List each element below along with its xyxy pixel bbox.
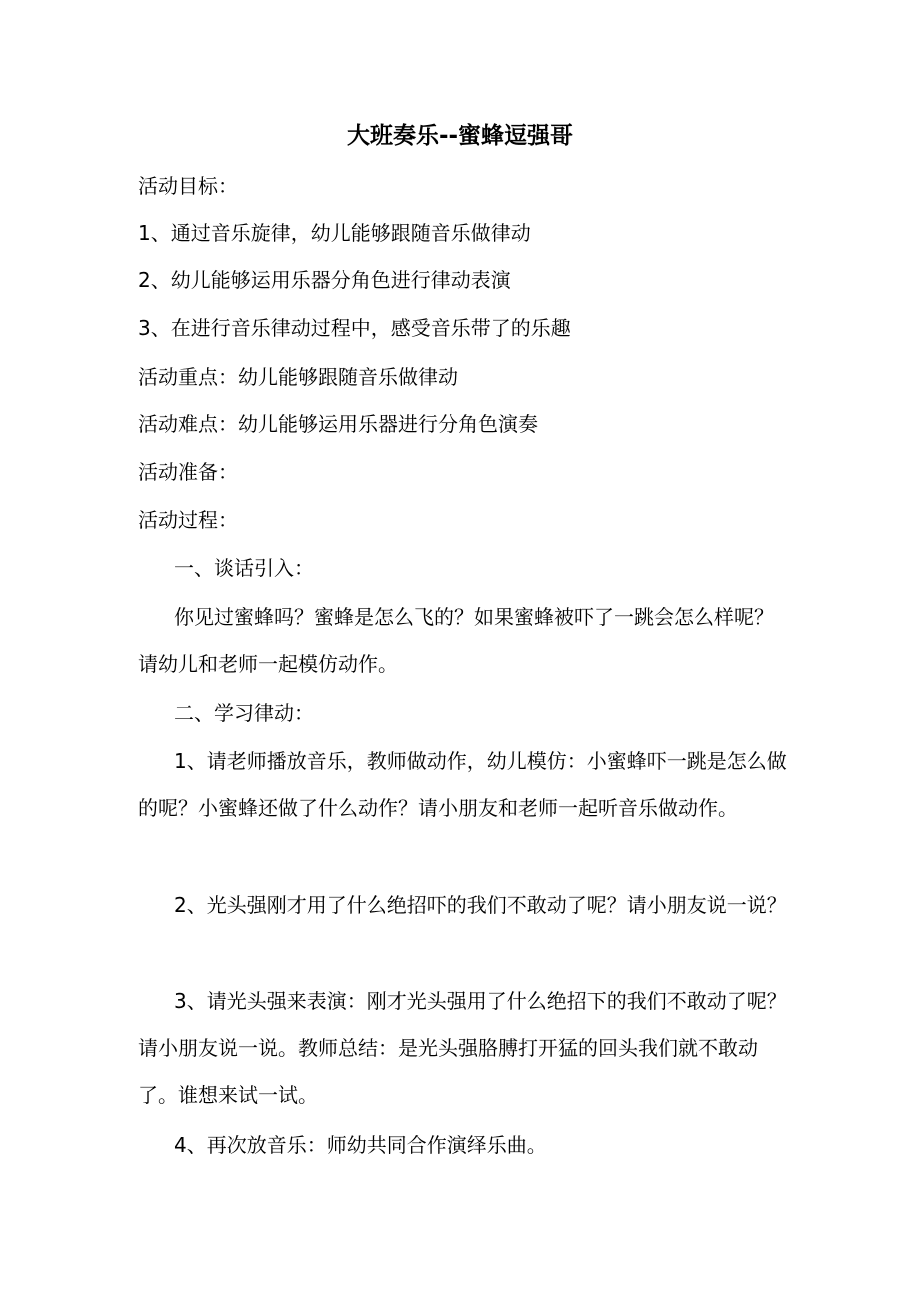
preparation-line: 活动准备： [138, 460, 238, 484]
step-heading-learning: 二、学习律动： [174, 701, 314, 725]
learning-item-1: 1、请老师播放音乐，教师做动作，幼儿模仿：小蜜蜂吓一跳是怎么做的呢？小蜜蜂还做了什么动作？请小朋友和老师一起听音乐做动作。 [138, 749, 787, 820]
learning-item-2: 2、光头强刚才用了什么绝招吓的我们不敢动了呢？请小朋友说一说？ [174, 893, 787, 917]
goal-item-3: 3、在进行音乐律动过程中，感受音乐带了的乐趣 [138, 316, 571, 340]
section-heading-goals: 活动目标： [138, 174, 238, 198]
intro-paragraph: 你见过蜜蜂吗？蜜蜂是怎么飞的？如果蜜蜂被吓了一跳会怎么样呢？请幼儿和老师一起模仿动作。 [138, 605, 774, 676]
key-point-line: 活动重点：幼儿能够跟随音乐做律动 [138, 365, 458, 389]
document-title: 大班奏乐--蜜蜂逗强哥 [346, 123, 574, 149]
learning-item-4: 4、再次放音乐：师幼共同合作演绎乐曲。 [174, 1133, 547, 1157]
goal-item-1: 1、通过音乐旋律，幼儿能够跟随音乐做律动 [138, 221, 531, 245]
goal-item-2: 2、幼儿能够运用乐器分角色进行律动表演 [138, 268, 511, 292]
step-heading-intro: 一、谈话引入： [174, 556, 314, 580]
process-heading: 活动过程： [138, 508, 238, 532]
difficulty-line: 活动难点：幼儿能够运用乐器进行分角色演奏 [138, 412, 538, 436]
learning-item-3: 3、请光头强来表演：刚才光头强用了什么绝招下的我们不敢动了呢？请小朋友说一说。教师总结：是光头强胳膊打开猛的回头我们就不敢动了。谁想来试一试。 [138, 989, 787, 1107]
